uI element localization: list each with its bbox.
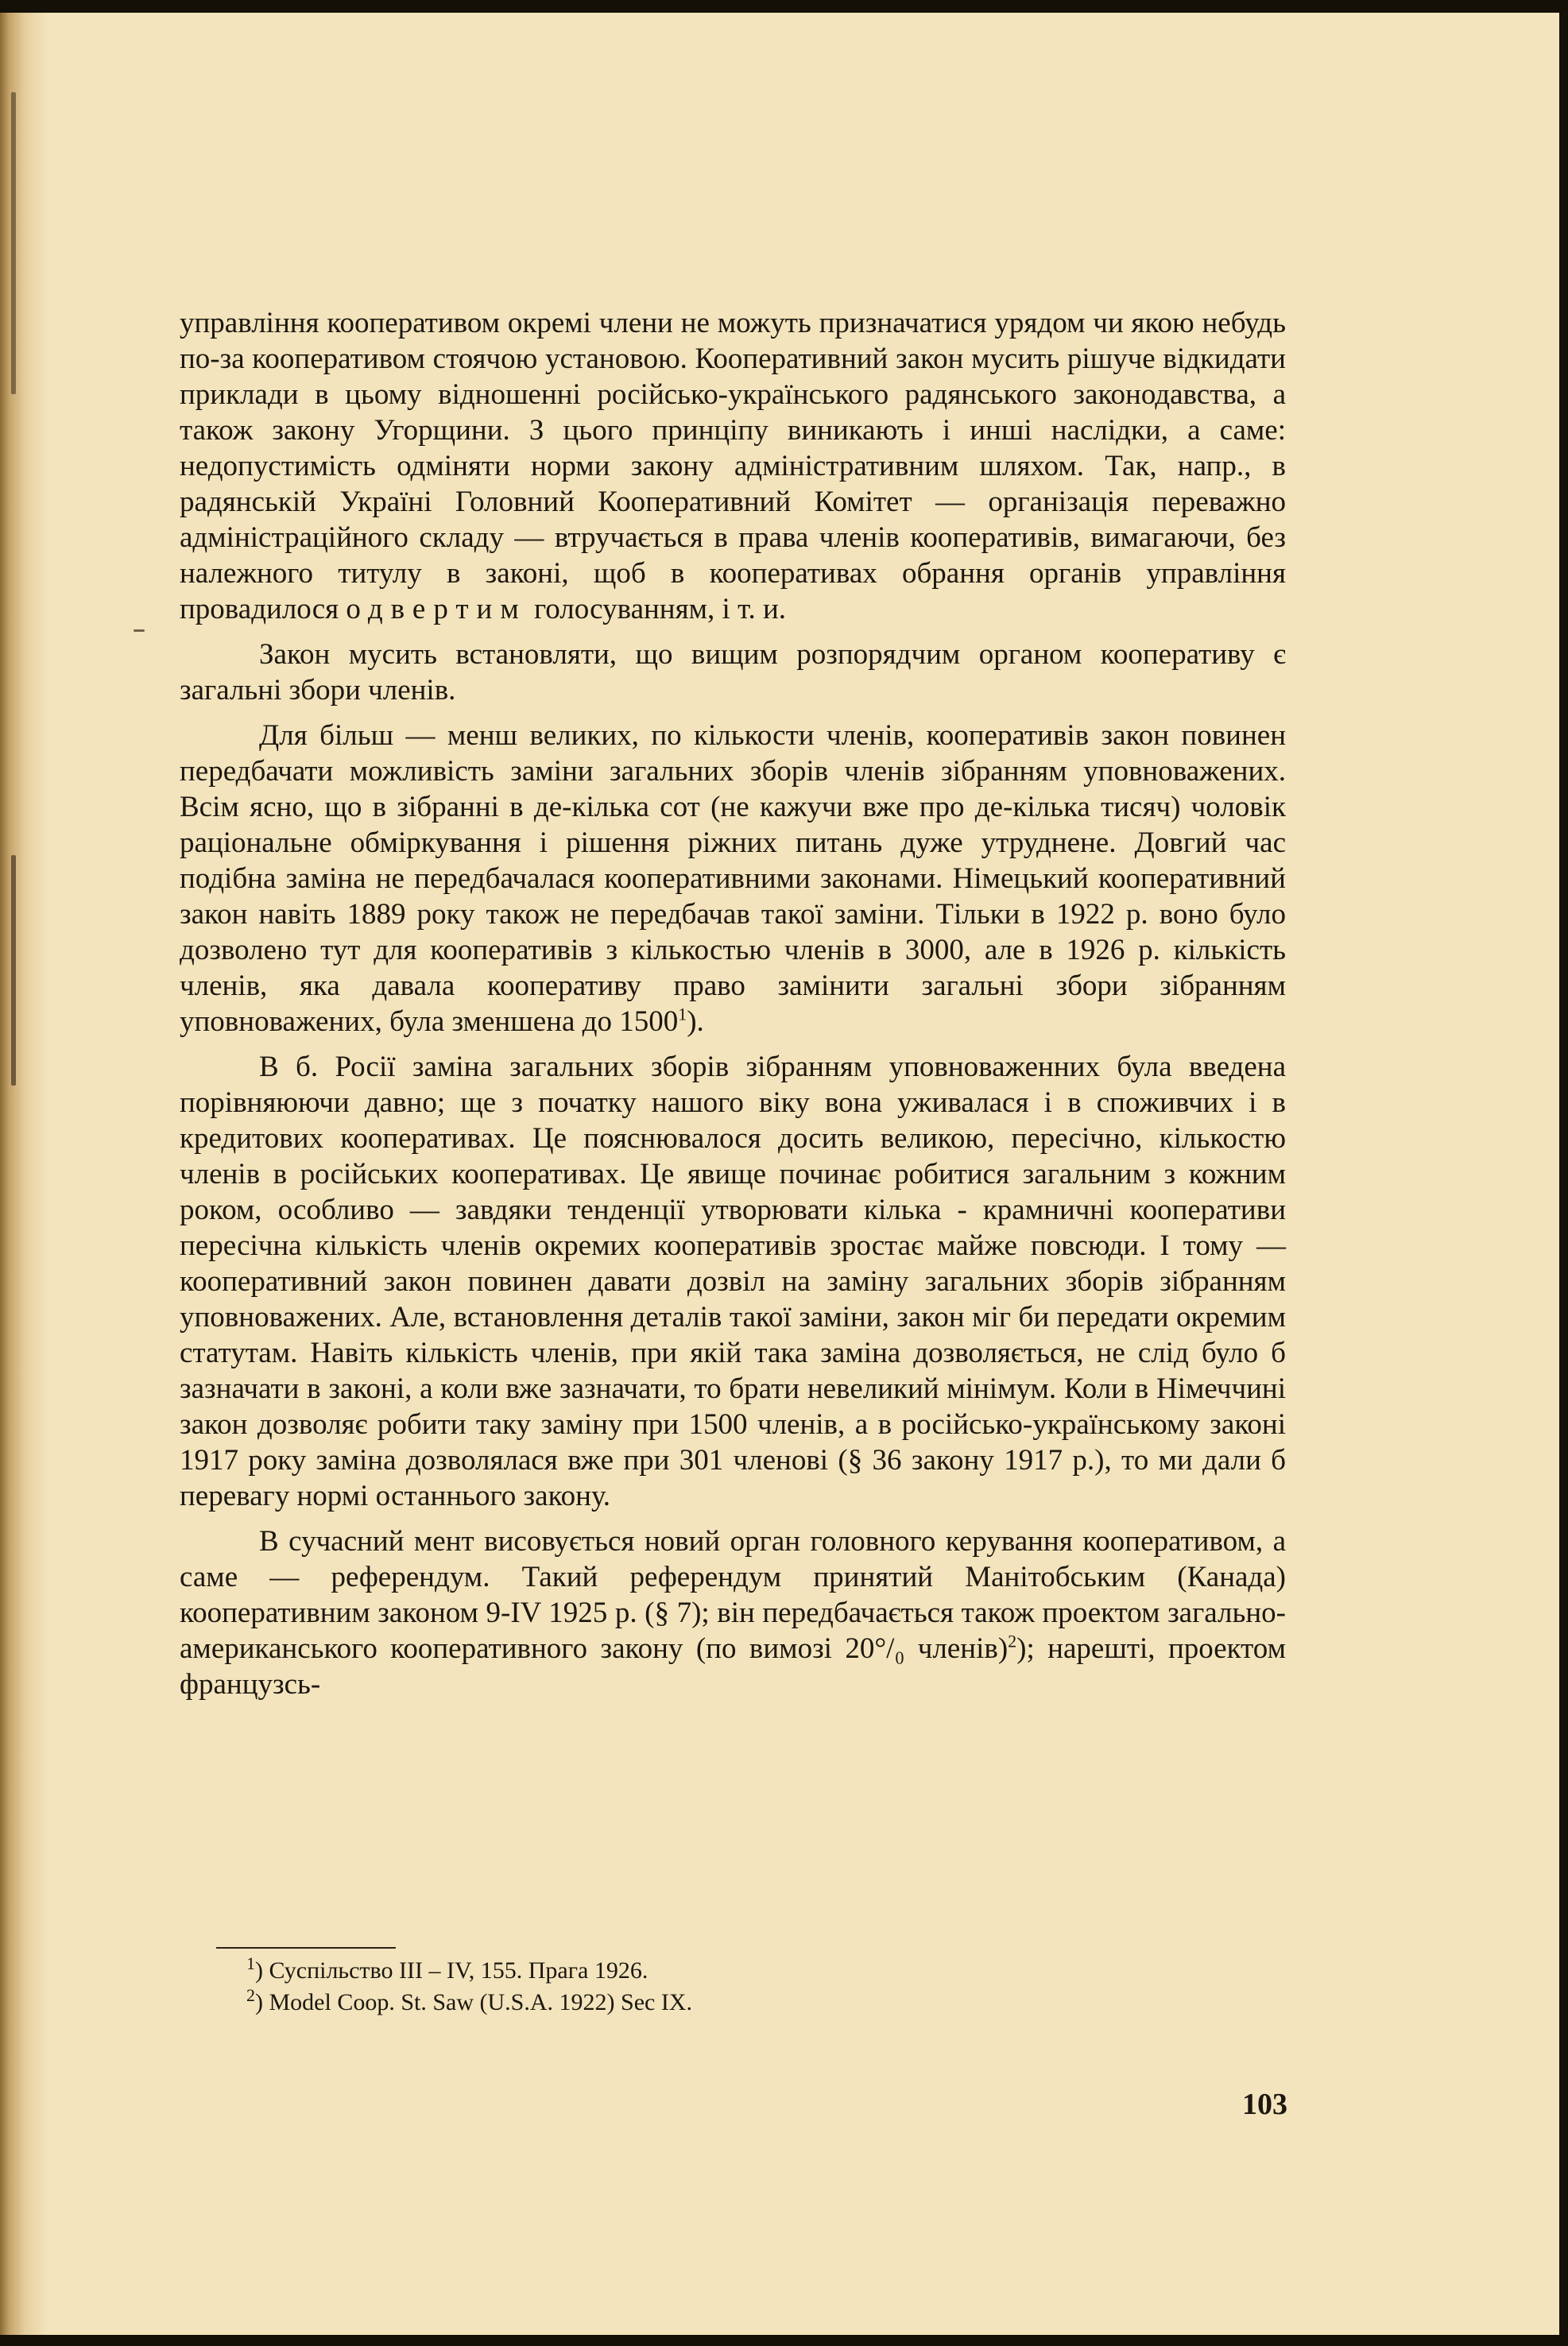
paragraph-4: В б. Росії заміна загальних зборів зібранням уповноваженних була введена порівняюючи давно; ще з початку нашого віку вона уживалася і в споживчих і в кредитових кооперативах. Це пояснювалося досить великою, пересічно, кількостю членів в російських кооперативах. Це явище починає робитися загальним з кожним роком, особливо — завдяки тенденції утворювати кілька - крамничні кооперативи пересічна кількість членів окремих кооперативів зростає майже повсюди. І тому — кооперативний закон повинен давати дозвіл на заміну загальних зборів зібранням уповноважених. Але, встановлення деталів такої заміни, закон міг би передати окремим статутам. Навіть кількість членів, при якій така заміна дозволяється, не слід було б зазначати в законі, а коли вже зазначати, то брати невеликий мінімум. Коли в Німеччині закон дозволяє робити таку заміну при 1500 членів, а в російсько-українському законі 1917 року заміна дозволялася вже при 301 членові (§ 36 закону 1917 р.), то ми дали б перевагу нормі останнього закону. <box>180 1051 1286 1512</box>
footnote-2-text: ) Model Coop. St. Saw (U.S.A. 1922) Sec IX. <box>255 1989 692 2015</box>
scanned-page <box>0 13 1559 2335</box>
footnote-mark-2: 2 <box>246 1985 255 2005</box>
footnote-2 <box>246 1987 1200 2019</box>
footnote-mark-1: 1 <box>246 1953 255 1973</box>
paragraph-2: Закон мусить встановляти, що вищим розпорядчим органом кооперативу є загальні збори членів. <box>180 638 1286 707</box>
paragraph-3-text: Для більш — менш великих, по кількости членів, кооперативів закон повинен передбачати можливість заміни загальних зборів членів зібранням уповноважених. Всім ясно, що в зібранні в де-кілька сот (не кажучи вже про де-кілька тисяч) чоловік раціональне обміркування і рішення ріжних питань дуже утруднене. Довгий час подібна заміна не передбачалася кооперативними законами. Німецький кооперативний закон навіть 1889 року також не передбачав такої заміни. Тільки в 1922 р. воно було дозволено тут для кооперативів з кількостью членів в 3000, але в 1926 р. кількість членів, яка давала кооперативу право замінити загальні збори зібранням уповноважених, була зменшена до 1500 <box>180 719 1286 1038</box>
paragraph-5-text: В сучасний мент висовується новий орган головного керування кооперативом, а саме — референдум. Такий референдум принятий Манітобським (Канада) кооперативним законом 9-IV 1925 р. (§ 7); він передбачається також проектом загально-американського кооперативного закону (по вимозі 20°/₀ членів) <box>180 1525 1286 1665</box>
paragraph-1-text: управління кооперативом окремі члени не можуть призначатися урядом чи якою небудь по-за кооперативом стоячою установою. Кооперативний закон мусить рішуче відкидати приклади в цьому відношенні російсько-українського радянського законодавства, а також закону Угорщини. З цього принціпу виникають і инші наслідки, а саме: недопустимість одміняти норми закону адміністративним шляхом. Так, напр., в радянській Україні Головний Кооперативний Комітет — організація переважно адміністраційного складу — втручається в права членів кооперативів, вимагаючи, без належного титулу в законі, щоб в кооперативах обрання органів управління провадилося <box>180 307 1286 625</box>
spaced-emphasis-word: одвертим <box>346 593 527 625</box>
footnote-1-text: ) Суспільство III – IV, 155. Прага 1926. <box>255 1957 648 1984</box>
paragraph-1-tail: голосуванням, і т. и. <box>526 593 787 625</box>
paragraph-3-tail: ). <box>687 1005 704 1038</box>
margin-dash-mark <box>134 629 145 632</box>
page-number: 103 <box>1242 2088 1287 2121</box>
footnote-1 <box>246 1955 1200 1987</box>
footnote-ref-2: 2 <box>1008 1631 1017 1651</box>
footnotes <box>246 1955 1200 2019</box>
binding-edge-shadow <box>0 13 48 2335</box>
paragraph-5 <box>180 1523 1286 1702</box>
footnote-ref-1: 1 <box>678 1004 687 1024</box>
margin-pencil-mark <box>11 92 16 394</box>
paragraph-3 <box>180 718 1286 1039</box>
paragraph-5-tail: ); нарешті, проектом французсь- <box>180 1632 1286 1701</box>
body-text <box>180 305 1286 1702</box>
paragraph-1 <box>180 305 1286 627</box>
footnote-divider <box>216 1947 396 1949</box>
margin-pencil-mark <box>11 855 16 1086</box>
